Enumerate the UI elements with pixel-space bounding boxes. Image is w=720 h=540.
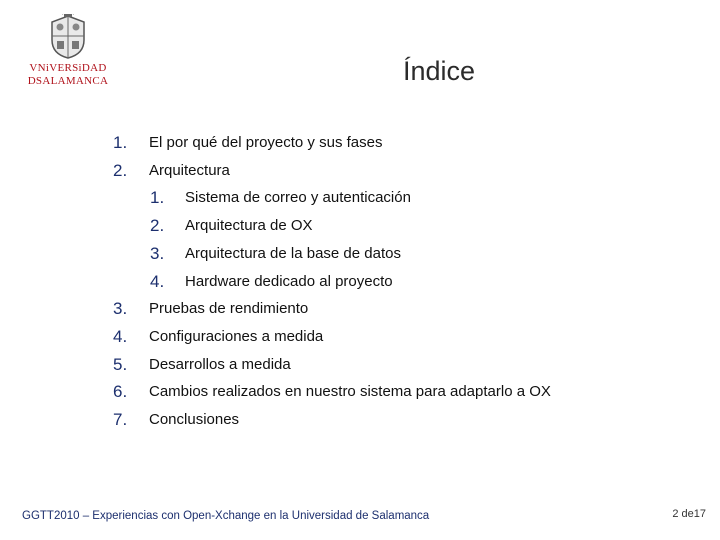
toc-item-number: 2.: [113, 160, 128, 180]
wordmark-line2: DSALAMANCA: [27, 75, 109, 87]
toc-item-number: 5.: [113, 354, 128, 374]
toc-item-label: Pruebas de rendimiento: [149, 300, 309, 318]
toc-item-label: Hardware dedicado al proyecto: [185, 272, 393, 290]
slide-footer: GGTT2010 – Experiencias con Open-Xchange en la Universidad de Salamanca: [22, 510, 430, 522]
toc-item-number: 4.: [113, 326, 128, 346]
slide-title: Índice: [402, 56, 476, 86]
toc-item-number: 3.: [113, 299, 128, 319]
university-crest-icon: [48, 14, 88, 60]
toc-item-label: Desarrollos a medida: [149, 355, 291, 373]
toc-item-number: 1.: [150, 188, 165, 208]
toc-item-number: 2.: [150, 216, 165, 236]
toc-item-label: Configuraciones a medida: [149, 327, 324, 345]
toc-item-label: Cambios realizados en nuestro sistema para adaptarlo a OX: [149, 383, 551, 401]
toc-item-label: Arquitectura: [149, 161, 230, 179]
toc-item-label: Sistema de correo y autenticación: [185, 189, 411, 207]
toc-item-number: 6.: [113, 382, 128, 402]
page-indicator: 2 de17: [672, 508, 706, 520]
toc-item-label: Conclusiones: [149, 411, 240, 428]
toc-item-label: El por qué del proyecto y sus fases: [149, 134, 383, 151]
toc-item-number: 3.: [150, 243, 165, 263]
toc-item-number: 4.: [150, 271, 165, 291]
toc-item-label: Arquitectura de OX: [185, 217, 313, 235]
wordmark-line1: VNiVERSiDAD: [29, 62, 107, 74]
toc-item-label: Arquitectura de la base de datos: [185, 244, 401, 262]
toc-item-number: 7.: [113, 410, 128, 429]
toc-item-number: 1.: [113, 133, 128, 152]
